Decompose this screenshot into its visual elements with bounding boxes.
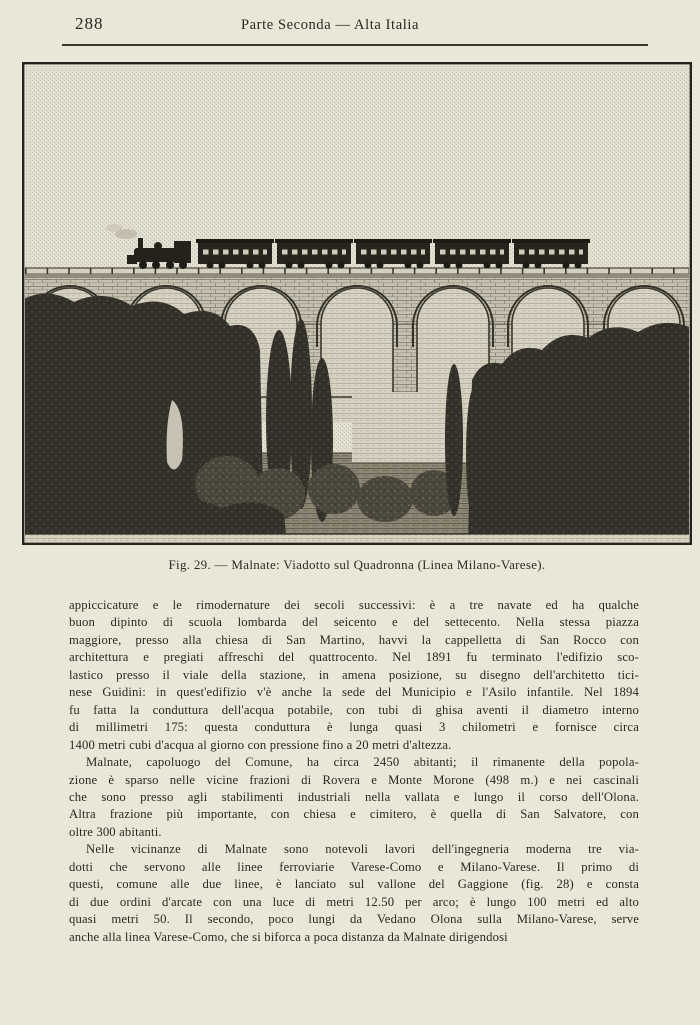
body-line: fu fatta la conduttura dell'acqua potabile, con tubi di ghisa aventi il diametro interno xyxy=(69,702,639,717)
running-title: Parte Seconda — Alta Italia xyxy=(240,17,420,33)
body-line: dotti che servono alle linee ferroviarie Varese-Como e Milano-Varese. Il primo di xyxy=(69,859,639,874)
figure-caption: Fig. 29. — Malnate: Viadotto sul Quadronna (Linea Milano-Varese). xyxy=(168,557,546,572)
body-line: zione è sparso nelle vicine frazioni di Rovera e Monte Morone (498 m.) e nei cascinali xyxy=(69,772,639,787)
body-line: buon dipinto di scuola lombarda del seicento e del settecento. Nella stessa piazza xyxy=(69,615,639,630)
header-rule xyxy=(62,44,648,46)
body-line: Altra frazione più importante, con chiesa e cimitero, è quella di San Salvatore, con xyxy=(69,807,639,822)
body-line: lastico presso il viale della stazione, in amena posizione, su disegno dell'architetto tici- xyxy=(69,667,639,682)
body-line: quasi metri 50. Il secondo, poco lungi da Vedano Olona sulla Milano-Varese, serve xyxy=(69,912,639,927)
body-line: oltre 300 abitanti. xyxy=(69,824,162,839)
body-line: maggiore, presso alla chiesa di San Martino, havvi la cappelletta di San Rocco con xyxy=(69,632,639,647)
body-text xyxy=(69,597,639,946)
body-line: 1400 metri cubi d'acqua al giorno con pressione fino a 20 metri d'altezza. xyxy=(69,737,452,752)
figure-frame xyxy=(22,62,692,545)
viaduct-engraving-illustration xyxy=(22,62,692,545)
body-line: di millimetri 175: questa conduttura è lunga quasi 3 chilometri e fornisce circa xyxy=(69,720,639,735)
body-line: appiccicature e le rimodernature dei secoli successivi: è a tre navate ed ha qualche xyxy=(69,598,639,612)
body-line: Malnate, capoluogo del Comune, ha circa 2450 abitanti; il rimanente della popola- xyxy=(86,755,639,770)
body-line: questi, comune alle due linee, è lanciato sul vallone del Gaggione (fig. 28) e consta xyxy=(69,877,639,892)
body-line: architettura e pregiati affreschi del quattrocento. Nel 1891 fu terminato l'edifizio sco- xyxy=(69,650,639,665)
page-number: 288 xyxy=(75,14,104,33)
body-line: nese Guidini: in quest'edifizio v'è anche la sede del Municipio e l'Asilo infantile. Nel 1894 xyxy=(69,685,639,700)
body-line: anche alla linea Varese-Como, che si biforca a poca distanza da Malnate dirigendosi xyxy=(69,929,508,944)
body-line: che sono presso agli stabilimenti industriali nella vallata e lungo il corso dell'Olona. xyxy=(69,789,639,804)
body-line: di due ordini d'arcate con una luce di metri 12.50 per arco; è lungo 100 metri ed alto xyxy=(69,894,639,909)
body-line: Nelle vicinanze di Malnate sono notevoli lavori dell'ingegneria moderna tre via- xyxy=(86,842,639,857)
